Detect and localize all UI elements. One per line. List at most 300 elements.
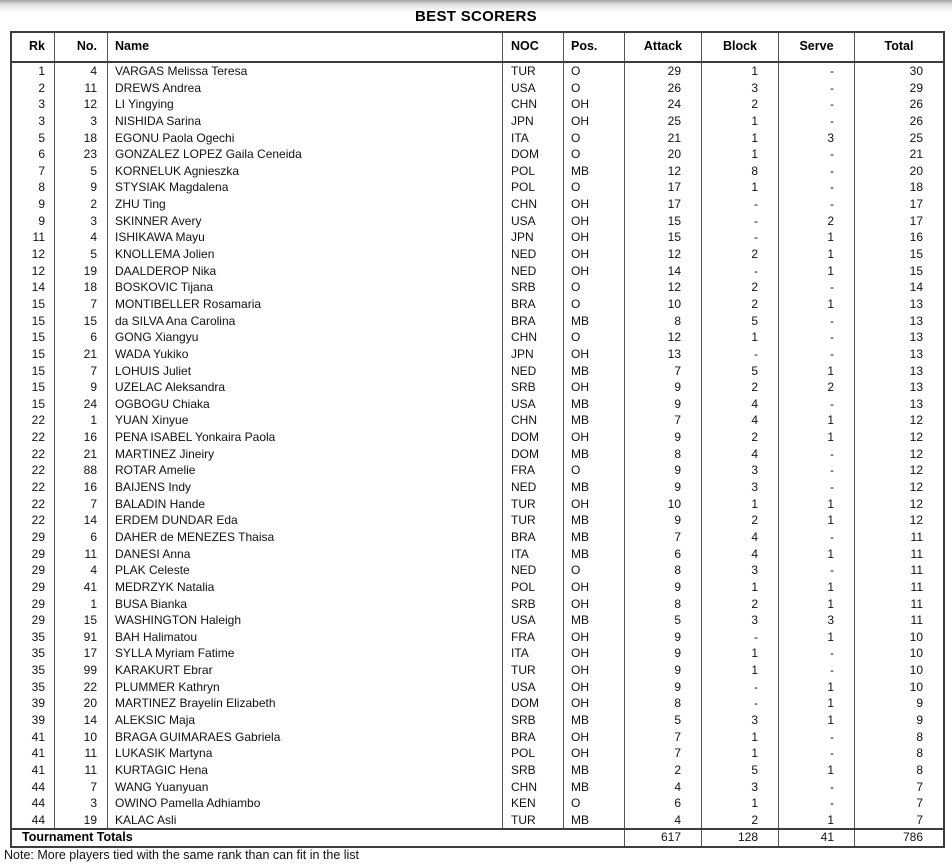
- cell-pos: OH: [564, 645, 625, 662]
- cell-number: 4: [55, 63, 108, 80]
- table-row: [12, 246, 943, 263]
- table-row: [12, 812, 943, 829]
- cell-serve: 2: [779, 213, 855, 230]
- cell-number: 3: [55, 113, 108, 130]
- cell-block: 1: [702, 146, 779, 163]
- cell-noc: DOM: [503, 146, 564, 163]
- cell-rank: 29: [12, 612, 55, 629]
- cell-total: 13: [909, 396, 923, 411]
- cell-block: -: [702, 629, 779, 646]
- cell-attack: 29: [625, 63, 702, 80]
- column-header-total: Total: [884, 39, 914, 53]
- column-header-block: Block: [702, 33, 779, 61]
- cell-serve: 3: [779, 612, 855, 629]
- cell-total: 9: [916, 696, 923, 711]
- cell-serve: -: [779, 96, 855, 113]
- totals-total-value: 786: [902, 830, 923, 845]
- cell-block: 1: [702, 130, 779, 147]
- cell-pos: OH: [564, 695, 625, 712]
- cell-serve: 1: [779, 363, 855, 380]
- column-header-name: Name: [108, 33, 503, 61]
- table-row: [12, 712, 943, 729]
- cell-number: 7: [55, 363, 108, 380]
- cell-block: 2: [702, 96, 779, 113]
- cell-noc: NED: [503, 562, 564, 579]
- cell-rank: 12: [12, 246, 55, 263]
- cell-attack: 8: [625, 313, 702, 330]
- cell-serve: 1: [779, 712, 855, 729]
- cell-pos: OH: [564, 246, 625, 263]
- table-row: [12, 745, 943, 762]
- cell-rank: 35: [12, 679, 55, 696]
- cell-noc: SRB: [503, 712, 564, 729]
- cell-name: OGBOGU Chiaka: [108, 396, 503, 413]
- cell-attack: 9: [625, 462, 702, 479]
- cell-total: 12: [909, 496, 923, 511]
- cell-block: 2: [702, 246, 779, 263]
- cell-name: UZELAC Aleksandra: [108, 379, 503, 396]
- cell-attack: 9: [625, 396, 702, 413]
- cell-number: 18: [55, 130, 108, 147]
- cell-block: 3: [702, 462, 779, 479]
- cell-pos: OH: [564, 379, 625, 396]
- cell-total: 7: [916, 812, 923, 827]
- cell-total: 7: [916, 796, 923, 811]
- cell-number: 11: [55, 762, 108, 779]
- cell-total: 17: [909, 213, 923, 228]
- cell-rank: 9: [12, 196, 55, 213]
- cell-noc: FRA: [503, 462, 564, 479]
- cell-serve: -: [779, 313, 855, 330]
- cell-rank: 22: [12, 512, 55, 529]
- cell-serve: 1: [779, 296, 855, 313]
- cell-noc: JPN: [503, 346, 564, 363]
- cell-attack: 9: [625, 579, 702, 596]
- cell-total: 15: [909, 263, 923, 278]
- cell-rank: 11: [12, 229, 55, 246]
- cell-number: 41: [55, 579, 108, 596]
- cell-serve: -: [779, 645, 855, 662]
- cell-pos: MB: [564, 512, 625, 529]
- table-row: [12, 462, 943, 479]
- cell-serve: 1: [779, 812, 855, 829]
- cell-block: 1: [702, 795, 779, 812]
- cell-rank: 14: [12, 279, 55, 296]
- cell-serve: 1: [779, 229, 855, 246]
- cell-attack: 6: [625, 546, 702, 563]
- cell-total: 11: [910, 546, 923, 561]
- cell-block: 5: [702, 762, 779, 779]
- table-row: [12, 695, 943, 712]
- cell-rank: 22: [12, 496, 55, 513]
- cell-number: 10: [55, 729, 108, 746]
- cell-name: LOHUIS Juliet: [108, 363, 503, 380]
- cell-attack: 10: [625, 296, 702, 313]
- cell-rank: 22: [12, 412, 55, 429]
- cell-name: DAHER de MENEZES Thaisa: [108, 529, 503, 546]
- cell-attack: 24: [625, 96, 702, 113]
- cell-serve: -: [779, 179, 855, 196]
- cell-total: 13: [909, 363, 923, 378]
- table-row: [12, 612, 943, 629]
- table-row: [12, 529, 943, 546]
- cell-name: VARGAS Melissa Teresa: [108, 63, 503, 80]
- cell-block: 1: [702, 113, 779, 130]
- cell-total: 9: [916, 712, 923, 727]
- cell-total: 8: [916, 762, 923, 777]
- cell-block: 1: [702, 496, 779, 513]
- cell-serve: -: [779, 63, 855, 80]
- cell-serve: -: [779, 779, 855, 796]
- cell-attack: 9: [625, 479, 702, 496]
- table-header-row: [12, 33, 943, 63]
- cell-rank: 12: [12, 263, 55, 280]
- table-row: [12, 795, 943, 812]
- cell-attack: 7: [625, 363, 702, 380]
- cell-noc: POL: [503, 163, 564, 180]
- cell-attack: 6: [625, 795, 702, 812]
- cell-block: 3: [702, 779, 779, 796]
- cell-block: -: [702, 213, 779, 230]
- cell-total: 21: [909, 147, 923, 162]
- cell-block: 1: [702, 745, 779, 762]
- cell-rank: 7: [12, 163, 55, 180]
- table-row: [12, 313, 943, 330]
- cell-rank: 44: [12, 812, 55, 829]
- cell-name: WASHINGTON Haleigh: [108, 612, 503, 629]
- cell-attack: 4: [625, 779, 702, 796]
- cell-attack: 7: [625, 745, 702, 762]
- cell-rank: 41: [12, 729, 55, 746]
- cell-attack: 26: [625, 80, 702, 97]
- cell-name: KALAC Asli: [108, 812, 503, 829]
- cell-noc: TUR: [503, 512, 564, 529]
- cell-name: LUKASIK Martyna: [108, 745, 503, 762]
- cell-name: PENA ISABEL Yonkaira Paola: [108, 429, 503, 446]
- cell-name: BRAGA GUIMARAES Gabriela: [108, 729, 503, 746]
- cell-serve: -: [779, 146, 855, 163]
- cell-serve: -: [779, 662, 855, 679]
- table-row: [12, 662, 943, 679]
- cell-total: 7: [916, 779, 923, 794]
- cell-attack: 7: [625, 412, 702, 429]
- cell-name: PLAK Celeste: [108, 562, 503, 579]
- cell-number: 17: [55, 645, 108, 662]
- cell-rank: 41: [12, 762, 55, 779]
- cell-number: 1: [55, 412, 108, 429]
- cell-noc: CHN: [503, 412, 564, 429]
- table-body: [12, 63, 943, 828]
- cell-rank: 15: [12, 346, 55, 363]
- cell-pos: MB: [564, 779, 625, 796]
- cell-name: BAH Halimatou: [108, 629, 503, 646]
- table-row: [12, 296, 943, 313]
- cell-pos: OH: [564, 596, 625, 613]
- cell-number: 14: [55, 512, 108, 529]
- cell-attack: 15: [625, 213, 702, 230]
- table-row: [12, 412, 943, 429]
- cell-name: GONZALEZ LOPEZ Gaila Ceneida: [108, 146, 503, 163]
- table-row: [12, 130, 943, 147]
- table-row: [12, 479, 943, 496]
- cell-serve: -: [779, 329, 855, 346]
- cell-name: MONTIBELLER Rosamaria: [108, 296, 503, 313]
- cell-name: WANG Yuanyuan: [108, 779, 503, 796]
- cell-total: 10: [909, 663, 923, 678]
- cell-attack: 5: [625, 612, 702, 629]
- cell-name: KARAKURT Ebrar: [108, 662, 503, 679]
- cell-name: WADA Yukiko: [108, 346, 503, 363]
- cell-total: 11: [910, 529, 923, 544]
- cell-serve: 1: [779, 512, 855, 529]
- cell-serve: 1: [779, 762, 855, 779]
- cell-name: STYSIAK Magdalena: [108, 179, 503, 196]
- page-title: BEST SCORERS: [415, 8, 537, 25]
- cell-serve: -: [779, 745, 855, 762]
- cell-noc: TUR: [503, 662, 564, 679]
- cell-attack: 12: [625, 163, 702, 180]
- cell-rank: 22: [12, 479, 55, 496]
- table-row: [12, 512, 943, 529]
- cell-block: 1: [702, 329, 779, 346]
- cell-noc: ITA: [503, 546, 564, 563]
- cell-attack: 14: [625, 263, 702, 280]
- cell-serve: 2: [779, 379, 855, 396]
- cell-serve: -: [779, 196, 855, 213]
- cell-block: 2: [702, 596, 779, 613]
- cell-number: 15: [55, 313, 108, 330]
- cell-noc: TUR: [503, 812, 564, 829]
- cell-total: 13: [909, 346, 923, 361]
- cell-block: 4: [702, 396, 779, 413]
- cell-number: 88: [55, 462, 108, 479]
- cell-block: -: [702, 229, 779, 246]
- cell-number: 2: [55, 196, 108, 213]
- cell-number: 6: [55, 329, 108, 346]
- cell-serve: 1: [779, 679, 855, 696]
- table-row: [12, 263, 943, 280]
- table-row: [12, 596, 943, 613]
- cell-number: 12: [55, 96, 108, 113]
- cell-name: KNOLLEMA Jolien: [108, 246, 503, 263]
- cell-block: 2: [702, 812, 779, 829]
- cell-serve: -: [779, 529, 855, 546]
- cell-name: MARTINEZ Jineiry: [108, 446, 503, 463]
- cell-rank: 1: [12, 63, 55, 80]
- cell-block: 3: [702, 712, 779, 729]
- cell-noc: KEN: [503, 795, 564, 812]
- cell-number: 22: [55, 679, 108, 696]
- cell-attack: 8: [625, 562, 702, 579]
- cell-pos: OH: [564, 263, 625, 280]
- cell-pos: OH: [564, 729, 625, 746]
- cell-total: 29: [909, 80, 923, 95]
- footnote: Note: More players tied with the same rank than can fit in the list: [4, 848, 360, 862]
- cell-name: KORNELUK Agnieszka: [108, 163, 503, 180]
- table-row: [12, 645, 943, 662]
- cell-serve: -: [779, 346, 855, 363]
- cell-pos: MB: [564, 412, 625, 429]
- cell-number: 7: [55, 496, 108, 513]
- table-row: [12, 762, 943, 779]
- cell-rank: 2: [12, 80, 55, 97]
- cell-serve: -: [779, 462, 855, 479]
- table-row: [12, 629, 943, 646]
- cell-pos: O: [564, 329, 625, 346]
- cell-noc: USA: [503, 213, 564, 230]
- cell-serve: -: [779, 562, 855, 579]
- cell-block: 4: [702, 546, 779, 563]
- cell-attack: 5: [625, 712, 702, 729]
- cell-attack: 8: [625, 446, 702, 463]
- table-row: [12, 329, 943, 346]
- cell-total: 16: [909, 230, 923, 245]
- cell-rank: 39: [12, 712, 55, 729]
- cell-attack: 13: [625, 346, 702, 363]
- cell-pos: OH: [564, 96, 625, 113]
- cell-number: 19: [55, 812, 108, 829]
- cell-name: BOSKOVIC Tijana: [108, 279, 503, 296]
- cell-serve: 1: [779, 429, 855, 446]
- cell-name: OWINO Pamella Adhiambo: [108, 795, 503, 812]
- cell-noc: CHN: [503, 96, 564, 113]
- table-row: [12, 446, 943, 463]
- cell-number: 5: [55, 163, 108, 180]
- cell-name: MARTINEZ Brayelin Elizabeth: [108, 695, 503, 712]
- cell-number: 23: [55, 146, 108, 163]
- cell-number: 16: [55, 479, 108, 496]
- cell-block: 4: [702, 446, 779, 463]
- cell-rank: 29: [12, 529, 55, 546]
- cell-pos: OH: [564, 629, 625, 646]
- cell-rank: 35: [12, 645, 55, 662]
- table-row: [12, 379, 943, 396]
- cell-pos: OH: [564, 346, 625, 363]
- cell-name: SYLLA Myriam Fatime: [108, 645, 503, 662]
- cell-attack: 8: [625, 596, 702, 613]
- cell-serve: 1: [779, 246, 855, 263]
- cell-rank: 35: [12, 629, 55, 646]
- cell-serve: 1: [779, 263, 855, 280]
- cell-total: 10: [909, 629, 923, 644]
- cell-serve: 1: [779, 629, 855, 646]
- cell-number: 7: [55, 779, 108, 796]
- cell-number: 99: [55, 662, 108, 679]
- cell-number: 19: [55, 263, 108, 280]
- cell-name: ISHIKAWA Mayu: [108, 229, 503, 246]
- cell-number: 7: [55, 296, 108, 313]
- cell-noc: POL: [503, 179, 564, 196]
- cell-noc: SRB: [503, 762, 564, 779]
- totals-serve-value: 41: [779, 830, 855, 846]
- cell-block: 1: [702, 63, 779, 80]
- cell-total: 13: [909, 313, 923, 328]
- cell-name: LI Yingying: [108, 96, 503, 113]
- table-row: [12, 279, 943, 296]
- cell-total: 13: [909, 380, 923, 395]
- cell-block: 8: [702, 163, 779, 180]
- cell-rank: 44: [12, 795, 55, 812]
- cell-noc: TUR: [503, 496, 564, 513]
- cell-pos: MB: [564, 479, 625, 496]
- cell-pos: MB: [564, 712, 625, 729]
- cell-block: 5: [702, 313, 779, 330]
- cell-attack: 7: [625, 729, 702, 746]
- cell-noc: CHN: [503, 329, 564, 346]
- cell-pos: MB: [564, 446, 625, 463]
- cell-pos: O: [564, 462, 625, 479]
- cell-attack: 2: [625, 762, 702, 779]
- cell-serve: -: [779, 80, 855, 97]
- cell-block: 3: [702, 612, 779, 629]
- cell-block: -: [702, 196, 779, 213]
- cell-noc: NED: [503, 246, 564, 263]
- cell-rank: 15: [12, 296, 55, 313]
- cell-noc: DOM: [503, 429, 564, 446]
- cell-rank: 9: [12, 213, 55, 230]
- cell-rank: 6: [12, 146, 55, 163]
- cell-serve: -: [779, 729, 855, 746]
- table-row: [12, 363, 943, 380]
- table-row: [12, 229, 943, 246]
- table-row: [12, 113, 943, 130]
- cell-total: 14: [909, 280, 923, 295]
- cell-total: 12: [909, 513, 923, 528]
- cell-number: 24: [55, 396, 108, 413]
- cell-pos: MB: [564, 812, 625, 829]
- cell-block: 2: [702, 296, 779, 313]
- cell-number: 11: [55, 546, 108, 563]
- cell-noc: DOM: [503, 695, 564, 712]
- cell-pos: MB: [564, 762, 625, 779]
- cell-rank: 39: [12, 695, 55, 712]
- cell-attack: 9: [625, 629, 702, 646]
- cell-pos: O: [564, 146, 625, 163]
- cell-noc: ITA: [503, 130, 564, 147]
- cell-total: 18: [909, 180, 923, 195]
- cell-total: 11: [910, 613, 923, 628]
- cell-total: 8: [916, 746, 923, 761]
- cell-noc: TUR: [503, 63, 564, 80]
- cell-total: 26: [909, 97, 923, 112]
- cell-name: ZHU Ting: [108, 196, 503, 213]
- column-header-serve: Serve: [779, 33, 855, 61]
- cell-block: -: [702, 679, 779, 696]
- cell-pos: MB: [564, 313, 625, 330]
- cell-number: 21: [55, 446, 108, 463]
- cell-noc: POL: [503, 745, 564, 762]
- table-row: [12, 562, 943, 579]
- cell-pos: MB: [564, 163, 625, 180]
- cell-rank: 3: [12, 113, 55, 130]
- cell-attack: 20: [625, 146, 702, 163]
- column-header-attack: Attack: [625, 33, 702, 61]
- table-row: [12, 679, 943, 696]
- cell-pos: OH: [564, 213, 625, 230]
- cell-total: 13: [909, 330, 923, 345]
- cell-name: ERDEM DUNDAR Eda: [108, 512, 503, 529]
- cell-pos: O: [564, 562, 625, 579]
- cell-noc: USA: [503, 80, 564, 97]
- cell-pos: OH: [564, 229, 625, 246]
- cell-total: 11: [910, 579, 923, 594]
- cell-rank: 15: [12, 313, 55, 330]
- cell-rank: 15: [12, 379, 55, 396]
- cell-pos: OH: [564, 113, 625, 130]
- cell-attack: 8: [625, 695, 702, 712]
- cell-serve: 3: [779, 130, 855, 147]
- cell-attack: 17: [625, 196, 702, 213]
